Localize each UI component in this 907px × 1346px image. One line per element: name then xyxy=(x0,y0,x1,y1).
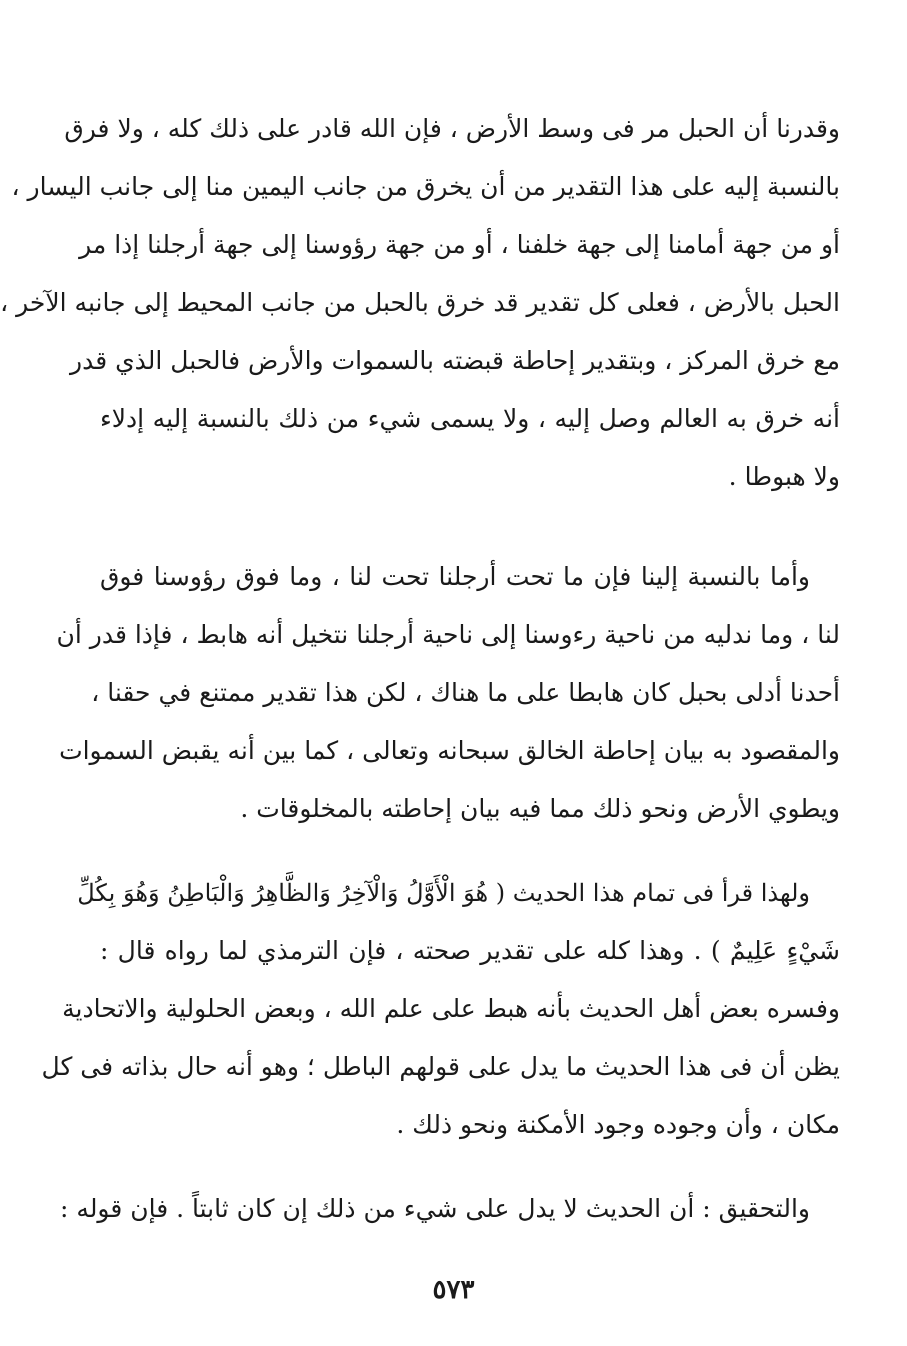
text-line: والمقصود به بيان إحاطة الخالق سبحانه وتعالى ، كما بين أنه يقبض السموات xyxy=(59,736,840,765)
page-number: ٥٧٣ xyxy=(432,1275,475,1305)
text-line: ولهذا قرأ فى تمام هذا الحديث ( هُوَ الْأَوَّلُ وَالْآخِرُ وَالظَّاهِرُ وَالْبَاطِنُ وَهُوَ بِكُلِّ xyxy=(77,879,810,907)
text-line: يظن أن فى هذا الحديث ما يدل على قولهم الباطل ؛ وهو أنه حال بذاته فى كل xyxy=(41,1052,840,1081)
text-line: مكان ، وأن وجوده وجود الأمكنة ونحو ذلك . xyxy=(396,1110,840,1139)
text-line: ويطوي الأرض ونحو ذلك مما فيه بيان إحاطته بالمخلوقات . xyxy=(240,794,840,823)
text-line: وفسره بعض أهل الحديث بأنه هبط على علم الله ، وبعض الحلولية والاتحادية xyxy=(62,994,840,1023)
paragraph-3 xyxy=(41,864,840,1154)
text-line: ولا هبوطا . xyxy=(728,462,840,491)
paragraph-4 xyxy=(60,1180,840,1238)
paragraph-1 xyxy=(0,100,840,506)
text-line: بالنسبة إليه على هذا التقدير من أن يخرق من جانب اليمين منا إلى جانب اليسار ، xyxy=(11,172,840,201)
text-line: الحبل بالأرض ، فعلى كل تقدير قد خرق بالحبل من جانب المحيط إلى جانبه الآخر ، xyxy=(0,288,840,317)
text-line: لنا ، وما ندليه من ناحية رءوسنا إلى ناحية أرجلنا نتخيل أنه هابط ، فإذا قدر أن xyxy=(56,620,840,649)
text-line: أنه خرق به العالم وصل إليه ، ولا يسمى شيء من ذلك بالنسبة إليه إدلاء xyxy=(100,404,840,433)
text-line: وأما بالنسبة إلينا فإن ما تحت أرجلنا تحت لنا ، وما فوق رؤوسنا فوق xyxy=(100,562,810,591)
text-line: شَيْءٍ عَلِيمٌ ) . وهذا كله على تقدير صحته ، فإن الترمذي لما رواه قال : xyxy=(100,936,840,965)
text-line: والتحقيق : أن الحديث لا يدل على شيء من ذلك إن كان ثابتاً . فإن قوله : xyxy=(60,1194,810,1223)
paragraph-2 xyxy=(56,548,840,838)
text-line: وقدرنا أن الحبل مر فى وسط الأرض ، فإن الله قادر على ذلك كله ، ولا فرق xyxy=(64,114,840,143)
text-line: مع خرق المركز ، وبتقدير إحاطة قبضته بالسموات والأرض فالحبل الذي قدر xyxy=(70,346,840,375)
text-line: أحدنا أدلى بحبل كان هابطا على ما هناك ، لكن هذا تقدير ممتنع في حقنا ، xyxy=(91,678,840,707)
text-line: أو من جهة أمامنا إلى جهة خلفنا ، أو من جهة رؤوسنا إلى جهة أرجلنا إذا مر xyxy=(79,230,840,259)
